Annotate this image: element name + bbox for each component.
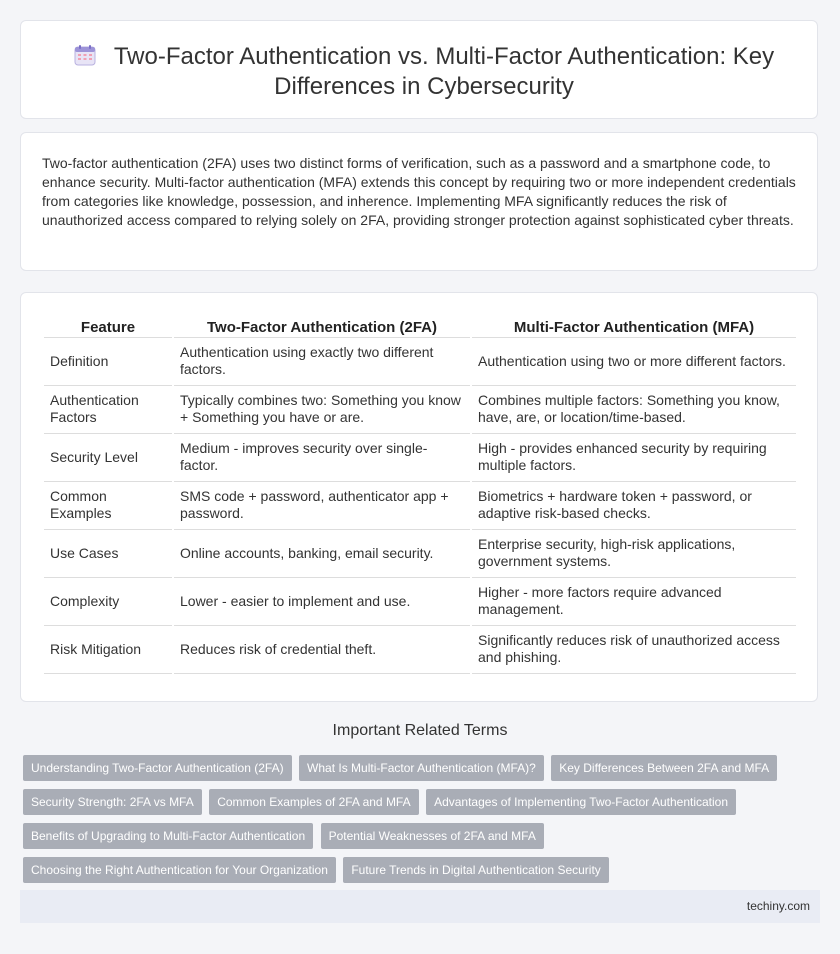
footer-bar (20, 890, 820, 923)
mfa-cell: Combines multiple factors: Something you know, have, are, or location/time-based. (472, 386, 796, 434)
related-term-link[interactable]: What Is Multi-Factor Authentication (MFA)? (299, 755, 544, 781)
table-row (44, 482, 796, 530)
related-term-link[interactable]: Future Trends in Digital Authentication Security (343, 857, 608, 883)
feature-cell: Risk Mitigation (44, 626, 172, 674)
mfa-cell: Enterprise security, high-risk applications, government systems. (472, 530, 796, 578)
footer-site[interactable]: techiny.com (746, 899, 810, 913)
feature-cell: Authentication Factors (44, 386, 172, 434)
table-row (44, 626, 796, 674)
related-term-link[interactable]: Choosing the Right Authentication for Your Organization (23, 857, 336, 883)
feature-cell: Complexity (44, 578, 172, 626)
title-wrap (61, 42, 787, 102)
2fa-cell: Authentication using exactly two different factors. (174, 338, 470, 386)
intro-text: Two-factor authentication (2FA) uses two distinct forms of verification, such as a password and a smartphone code, to enhance security. Multi-factor authentication (MFA) extends this concept by requiring two or more independent credentials from categories like knowledge, possession, and inherence. Implementing MFA significantly reduces the risk of unauthorized access compared to relying solely on 2FA, providing stronger protection against sophisticated cyber threats. (42, 155, 796, 228)
table-row (44, 434, 796, 482)
2fa-cell: Typically combines two: Something you know + Something you have or are. (174, 386, 470, 434)
table-row (44, 578, 796, 626)
feature-cell: Use Cases (44, 530, 172, 578)
table-row (44, 338, 796, 386)
table-row (44, 530, 796, 578)
related-terms-list (23, 755, 813, 891)
header-card (20, 20, 818, 119)
page-title-text: Two-Factor Authentication vs. Multi-Factor Authentication: Key Differences in Cybersecurity (113, 43, 775, 100)
page-title (61, 42, 787, 102)
comparison-table (42, 317, 798, 674)
col-header-mfa: Multi-Factor Authentication (MFA) (472, 317, 796, 338)
2fa-cell: SMS code + password, authenticator app + password. (174, 482, 470, 530)
2fa-cell: Medium - improves security over single-factor. (174, 434, 470, 482)
mfa-cell: Biometrics + hardware token + password, or adaptive risk-based checks. (472, 482, 796, 530)
feature-cell: Definition (44, 338, 172, 386)
feature-cell: Security Level (44, 434, 172, 482)
mfa-cell: Authentication using two or more different factors. (472, 338, 796, 386)
related-term-link[interactable]: Advantages of Implementing Two-Factor Authentication (426, 789, 736, 815)
mfa-cell: High - provides enhanced security by requiring multiple factors. (472, 434, 796, 482)
related-term-link[interactable]: Security Strength: 2FA vs MFA (23, 789, 202, 815)
table-header-row (44, 317, 796, 338)
feature-cell: Common Examples (44, 482, 172, 530)
2fa-cell: Lower - easier to implement and use. (174, 578, 470, 626)
calendar-icon (74, 44, 96, 66)
related-term-link[interactable]: Potential Weaknesses of 2FA and MFA (321, 823, 544, 849)
intro-card (20, 132, 818, 271)
comparison-card (20, 292, 818, 702)
col-header-feature: Feature (44, 317, 172, 338)
col-header-2fa: Two-Factor Authentication (2FA) (174, 317, 470, 338)
2fa-cell: Online accounts, banking, email security. (174, 530, 470, 578)
related-term-link[interactable]: Key Differences Between 2FA and MFA (551, 755, 777, 781)
2fa-cell: Reduces risk of credential theft. (174, 626, 470, 674)
related-term-link[interactable]: Understanding Two-Factor Authentication (2FA) (23, 755, 292, 781)
mfa-cell: Higher - more factors require advanced management. (472, 578, 796, 626)
table-row (44, 386, 796, 434)
related-term-link[interactable]: Benefits of Upgrading to Multi-Factor Authentication (23, 823, 313, 849)
mfa-cell: Significantly reduces risk of unauthorized access and phishing. (472, 626, 796, 674)
related-terms-title: Important Related Terms (332, 722, 508, 739)
related-term-link[interactable]: Common Examples of 2FA and MFA (209, 789, 418, 815)
